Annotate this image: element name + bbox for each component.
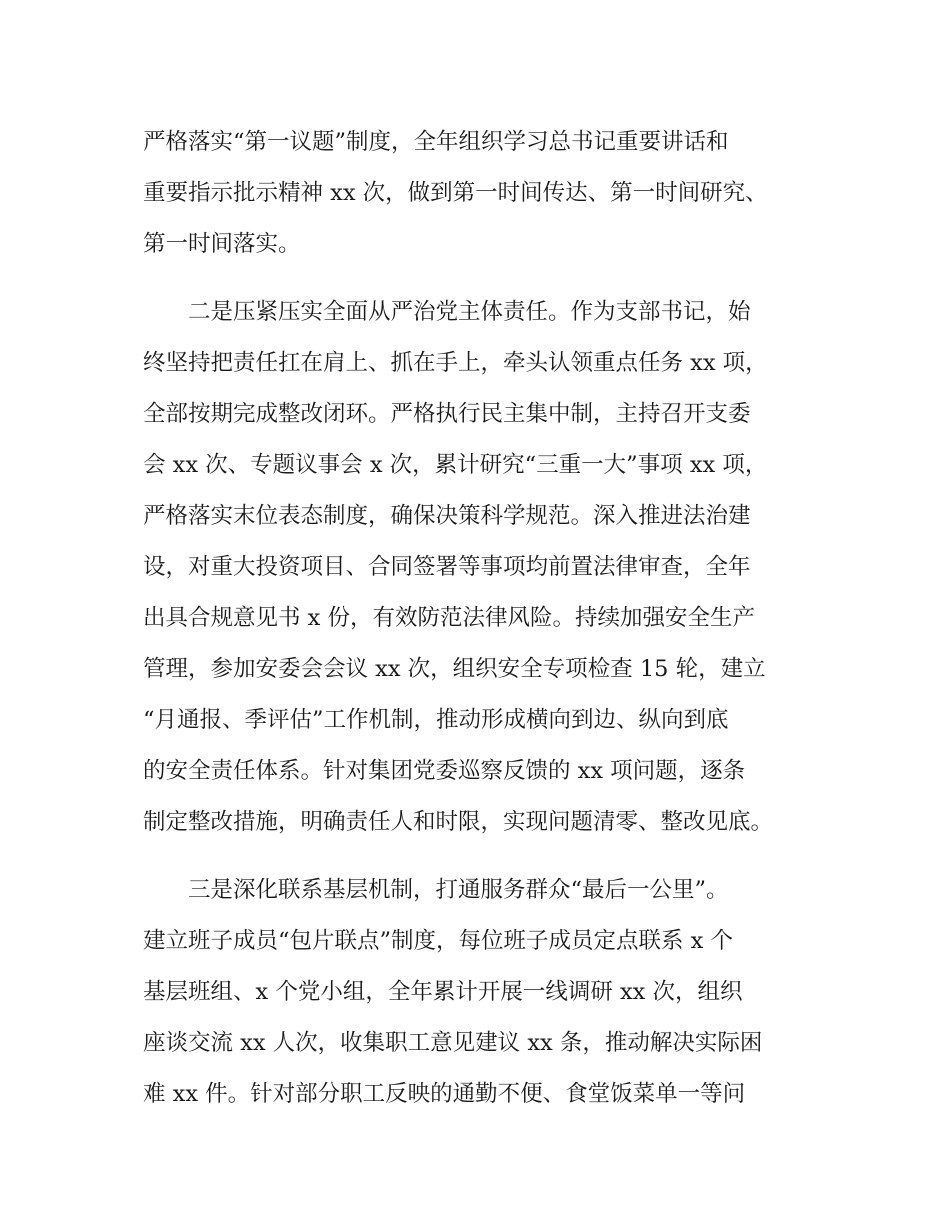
text-line: 第一时间落实。 [143,231,301,257]
text-line: 严格落实“第一议题”制度，全年组织学习总书记重要讲话和 [143,129,729,155]
text-line: 座谈交流 xx 人次，收集职工意见建议 xx 条，推动解决实际困 [143,1030,763,1056]
text-line: 终坚持把责任扛在肩上、抓在手上，牵头认领重点任务 xx 项， [143,350,768,376]
text-line: “月通报、季评估”工作机制，推动形成横向到边、纵向到底 [143,707,729,733]
text-line: 设，对重大投资项目、合同签署等事项均前置法律审查，全年 [143,554,751,580]
text-line: 建立班子成员“包片联点”制度，每位班子成员定点联系 x 个 [143,928,733,954]
text-line: 全部按期完成整改闭环。严格执行民主集中制，主持召开支委 [143,401,751,427]
text-line: 会 xx 次、专题议事会 x 次，累计研究“三重一大”事项 xx 项， [143,452,768,478]
text-line: 出具合规意见书 x 份，有效防范法律风险。持续加强安全生产 [143,605,755,631]
text-line: 严格落实末位表态制度，确保决策科学规范。深入推进法治建 [143,503,751,529]
text-line: 难 xx 件。针对部分职工反映的通勤不便、食堂饭菜单一等问 [143,1081,746,1107]
paragraph-3-first-line: 三是深化联系基层机制，打通服务群众“最后一公里”。 [188,877,729,903]
text-line: 管理，参加安委会会议 xx 次，组织安全专项检查 15 轮，建立 [143,656,766,682]
text-line: 的安全责任体系。针对集团党委巡察反馈的 xx 项问题，逐条 [143,758,746,784]
text-line: 重要指示批示精神 xx 次，做到第一时间传达、第一时间研究、 [143,180,768,206]
text-line: 制定整改措施，明确责任人和时限，实现问题清零、整改见底。 [143,809,774,835]
paragraph-2-first-line: 二是压紧压实全面从严治党主体责任。作为支部书记，始 [188,299,751,325]
text-line: 基层班组、x 个党小组，全年累计开展一线调研 xx 次，组织 [143,979,743,1005]
